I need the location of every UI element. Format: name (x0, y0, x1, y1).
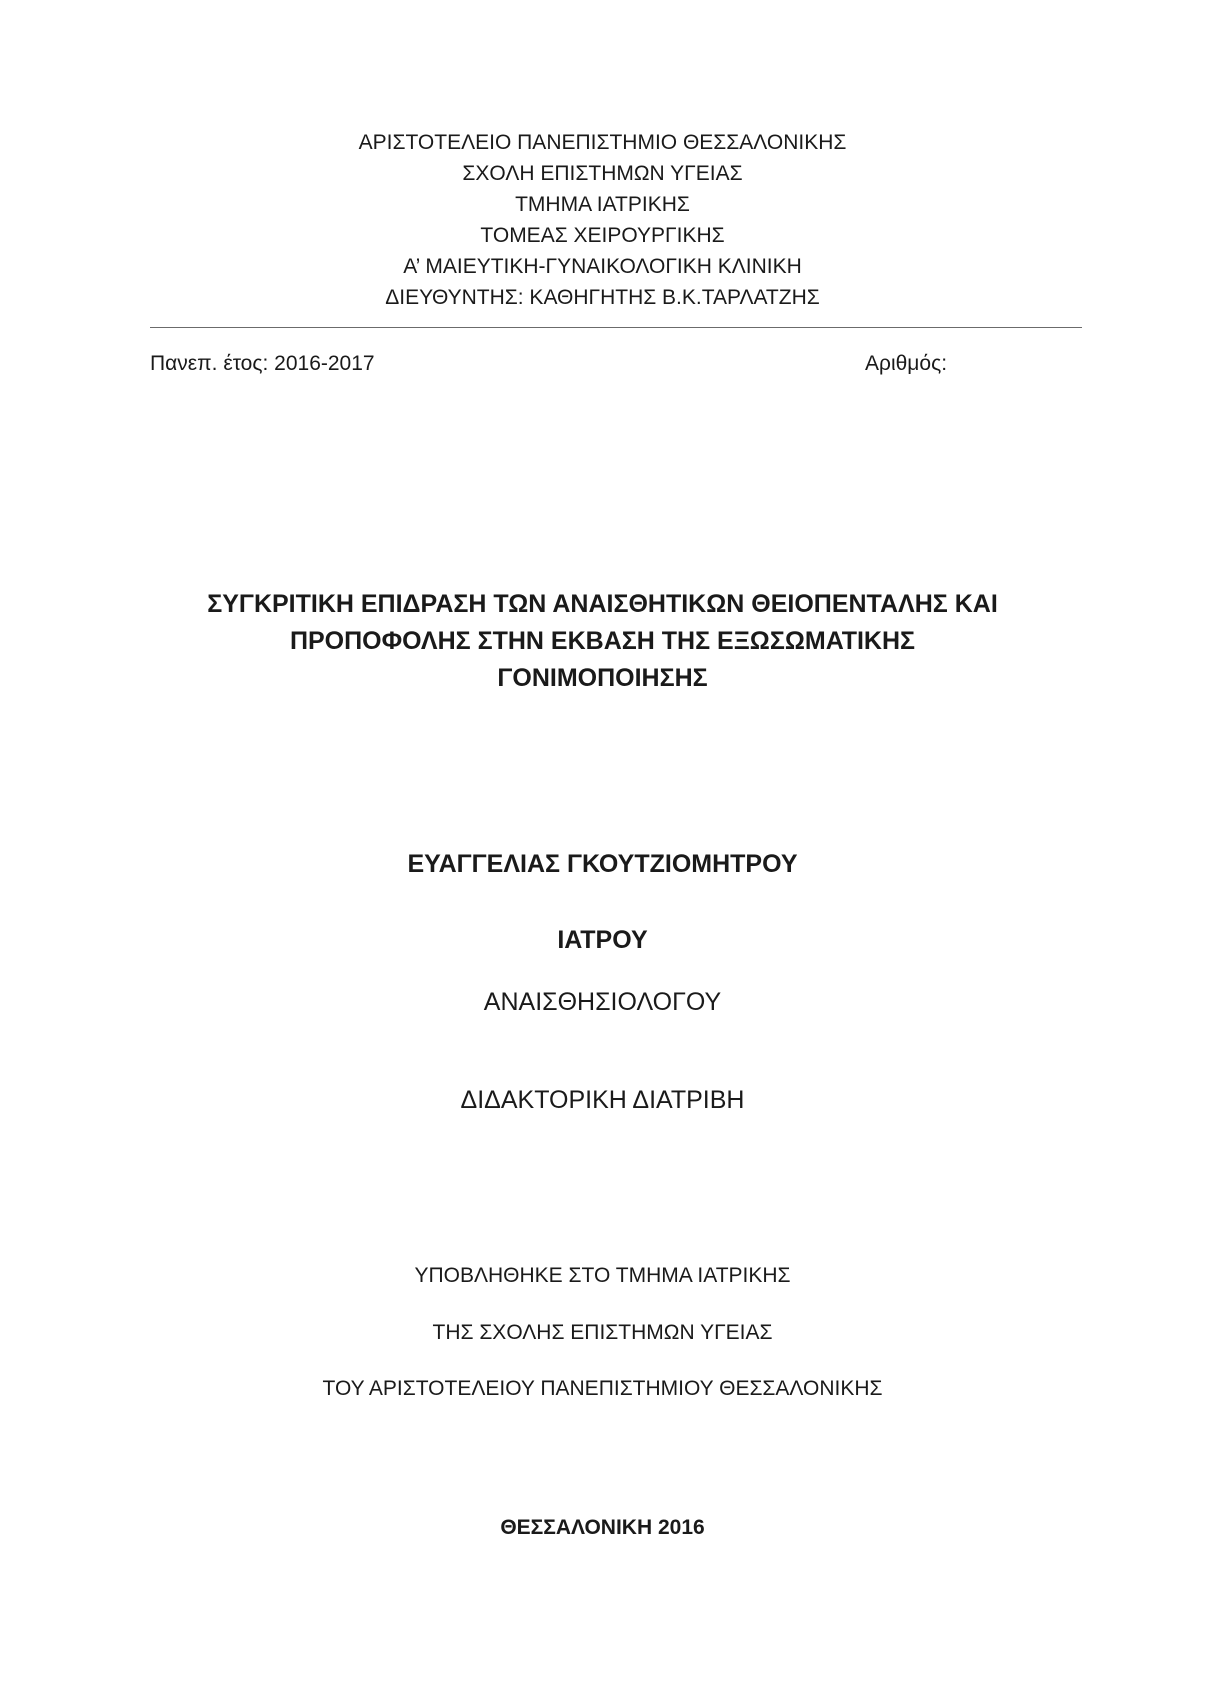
header-line-university: ΑΡΙΣΤΟΤΕΛΕΙΟ ΠΑΝΕΠΙΣΤΗΜΙΟ ΘΕΣΣΑΛΟΝΙΚΗΣ (358, 131, 847, 154)
place-and-year: ΘΕΣΣΑΛΟΝΙΚΗ 2016 (500, 1516, 705, 1539)
author-profession: ΙΑΤΡΟΥ (557, 926, 648, 954)
thesis-title-line-1: ΣΥΓΚΡΙΤΙΚΗ ΕΠΙΔΡΑΣΗ ΤΩΝ ΑΝΑΙΣΘΗΤΙΚΩΝ ΘΕΙΟΠΕΝΤΑΛΗΣ ΚΑΙ (207, 590, 998, 618)
thesis-title-line-3: ΓΟΝΙΜΟΠΟΙΗΣΗΣ (497, 664, 708, 692)
header-line-director: ΔΙΕΥΘΥΝΤΗΣ: ΚΑΘΗΓΗΤΗΣ Β.Κ.ΤΑΡΛΑΤΖΗΣ (385, 286, 820, 309)
submission-line-3: ΤΟΥ ΑΡΙΣΤΟΤΕΛΕΙΟΥ ΠΑΝΕΠΙΣΤΗΜΙΟΥ ΘΕΣΣΑΛΟΝΙΚΗΣ (322, 1377, 883, 1400)
submission-line-1: ΥΠΟΒΛΗΘΗΚΕ ΣΤΟ ΤΜΗΜΑ ΙΑΤΡΙΚΗΣ (414, 1264, 791, 1287)
document-type: ΔΙΔΑΚΤΟΡΙΚΗ ΔΙΑΤΡΙΒΗ (460, 1086, 745, 1114)
header-line-sector: ΤΟΜΕΑΣ ΧΕΙΡΟΥΡΓΙΚΗΣ (480, 224, 725, 247)
header-line-department: ΤΜΗΜΑ ΙΑΤΡΙΚΗΣ (515, 193, 690, 216)
thesis-title-line-2: ΠΡΟΠΟΦΟΛΗΣ ΣΤΗΝ ΕΚΒΑΣΗ ΤΗΣ ΕΞΩΣΩΜΑΤΙΚΗΣ (289, 627, 916, 655)
header-divider (150, 327, 1082, 328)
header-line-clinic: Α’ ΜΑΙΕΥΤΙΚΗ-ΓΥΝΑΙΚΟΛΟΓΙΚΗ ΚΛΙΝΙΚΗ (403, 255, 802, 278)
academic-year: Πανεπ. έτος: 2016-2017 (150, 352, 375, 375)
submission-line-2: ΤΗΣ ΣΧΟΛΗΣ ΕΠΙΣΤΗΜΩΝ ΥΓΕΙΑΣ (432, 1321, 773, 1344)
author-specialty: ΑΝΑΙΣΘΗΣΙΟΛΟΓΟΥ (483, 988, 722, 1016)
thesis-title (0, 586, 1205, 697)
institution-header (0, 127, 1205, 313)
document-number-label: Αριθμός: (865, 352, 948, 375)
author-name: ΕΥΑΓΓΕΛΙΑΣ ΓΚΟΥΤΖΙΟΜΗΤΡΟΥ (407, 850, 798, 878)
header-line-school: ΣΧΟΛΗ ΕΠΙΣΤΗΜΩΝ ΥΓΕΙΑΣ (462, 162, 743, 185)
